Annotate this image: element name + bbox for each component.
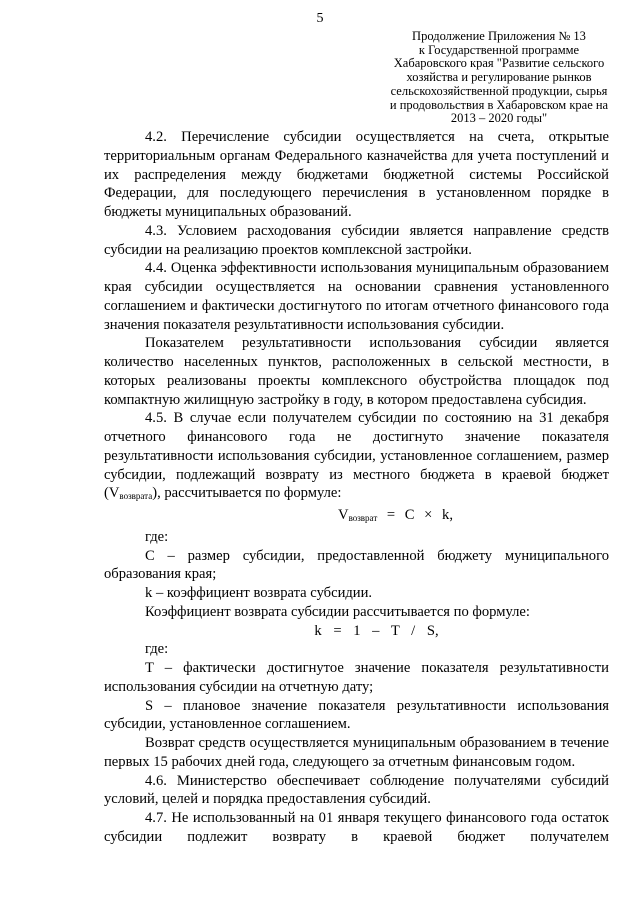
subscript-return: возврата [119,491,153,502]
paragraph-4-3: 4.3. Условием расходования субсидии является направление средств субсидии на реализацию проектов комплексной застройки. [104,222,609,258]
paragraph-indicator: Показателем результативности использования субсидии является количество населенных пунктов, расположенных в сельской местности, в которых реализованы проекты комплексного обустройства площадок под компактную жилищную застройку в году, в котором предоставлена субсидия. [104,335,609,408]
header-line: сельскохозяйственной продукции, сырья [390,83,608,98]
formula-return-amount [104,506,609,528]
formula-coefficient: k = 1 – T / S, [314,622,439,639]
paragraph-4-7: 4.7. Не использованный на 01 января текущего финансового года остаток субсидии подлежит возврату в краевой бюджет получателем [104,810,609,845]
header-line: Продолжение Приложения № 13 [412,29,586,43]
header-line: к Государственной программе [418,42,580,57]
definition-t: T – фактически достигнутое значение показателя результативности использования субсидии на отчетную дату; [104,660,609,695]
paragraph-4-5-tail: ), рассчитывается по формуле: [152,485,342,502]
where-label: где: [145,641,169,658]
definition-c: C – размер субсидии, предоставленной бюджету муниципального образования края; [104,547,609,583]
formula-variable: V [338,507,349,523]
paragraph-return-term: Возврат средств осуществляется муниципальным образованием в течение первых 15 рабочих дней года, следующего за отчетным финансовым годом. [104,735,609,770]
formula-subscript: возврат [348,513,378,523]
where-label: где: [145,528,169,545]
formula-expression: = C × k, [377,507,453,523]
appendix-header [374,30,624,126]
definition-s: S – плановое значение показателя результативности использования субсидии, установленное соглашением. [104,697,609,733]
paragraph-4-4: 4.4. Оценка эффективности использования муниципальным образованием края субсидии осуществляется на основании сравнения установленного соглашением и фактически достигнутого по итогам отчетного финансового года значения показателя результативности использования субсидии. [104,260,609,333]
header-line: хозяйства и регулирование рынков [406,70,592,85]
paragraph-4-5-text: 4.5. В случае если получателем субсидии по состоянию на 31 декабря отчетного финансового года не достигнуто значение показателя результативности использования субсидии, установленное соглашением, размер субсидии, подлежащий возврату из местного бюджета в краевой бюджет (V [104,410,609,502]
document-body [104,128,609,847]
paragraph-4-6: 4.6. Министерство обеспечивает соблюдение получателями субсидий условий, целей и порядка предоставления субсидий. [104,772,609,808]
page-number: 5 [316,11,324,26]
definition-k: k – коэффициент возврата субсидии. [145,585,373,601]
paragraph-4-2: 4.2. Перечисление субсидии осуществляется на счета, открытые территориальным органам Федерального казначейства для учета поступлений и их распределения между бюджетами бюджетной системы Российской Федерации, для последующего перечисления в установленном порядке в бюджеты муниципальных образований. [104,129,609,220]
paragraph-4-5 [104,409,609,506]
header-line: 2013 – 2020 годы" [450,111,548,126]
coefficient-intro: Коэффициент возврата субсидии рассчитывается по формуле: [145,603,530,620]
header-line: и продовольствия в Хабаровском крае на [389,97,609,112]
header-line: Хабаровского края "Развитие сельского [393,56,605,71]
